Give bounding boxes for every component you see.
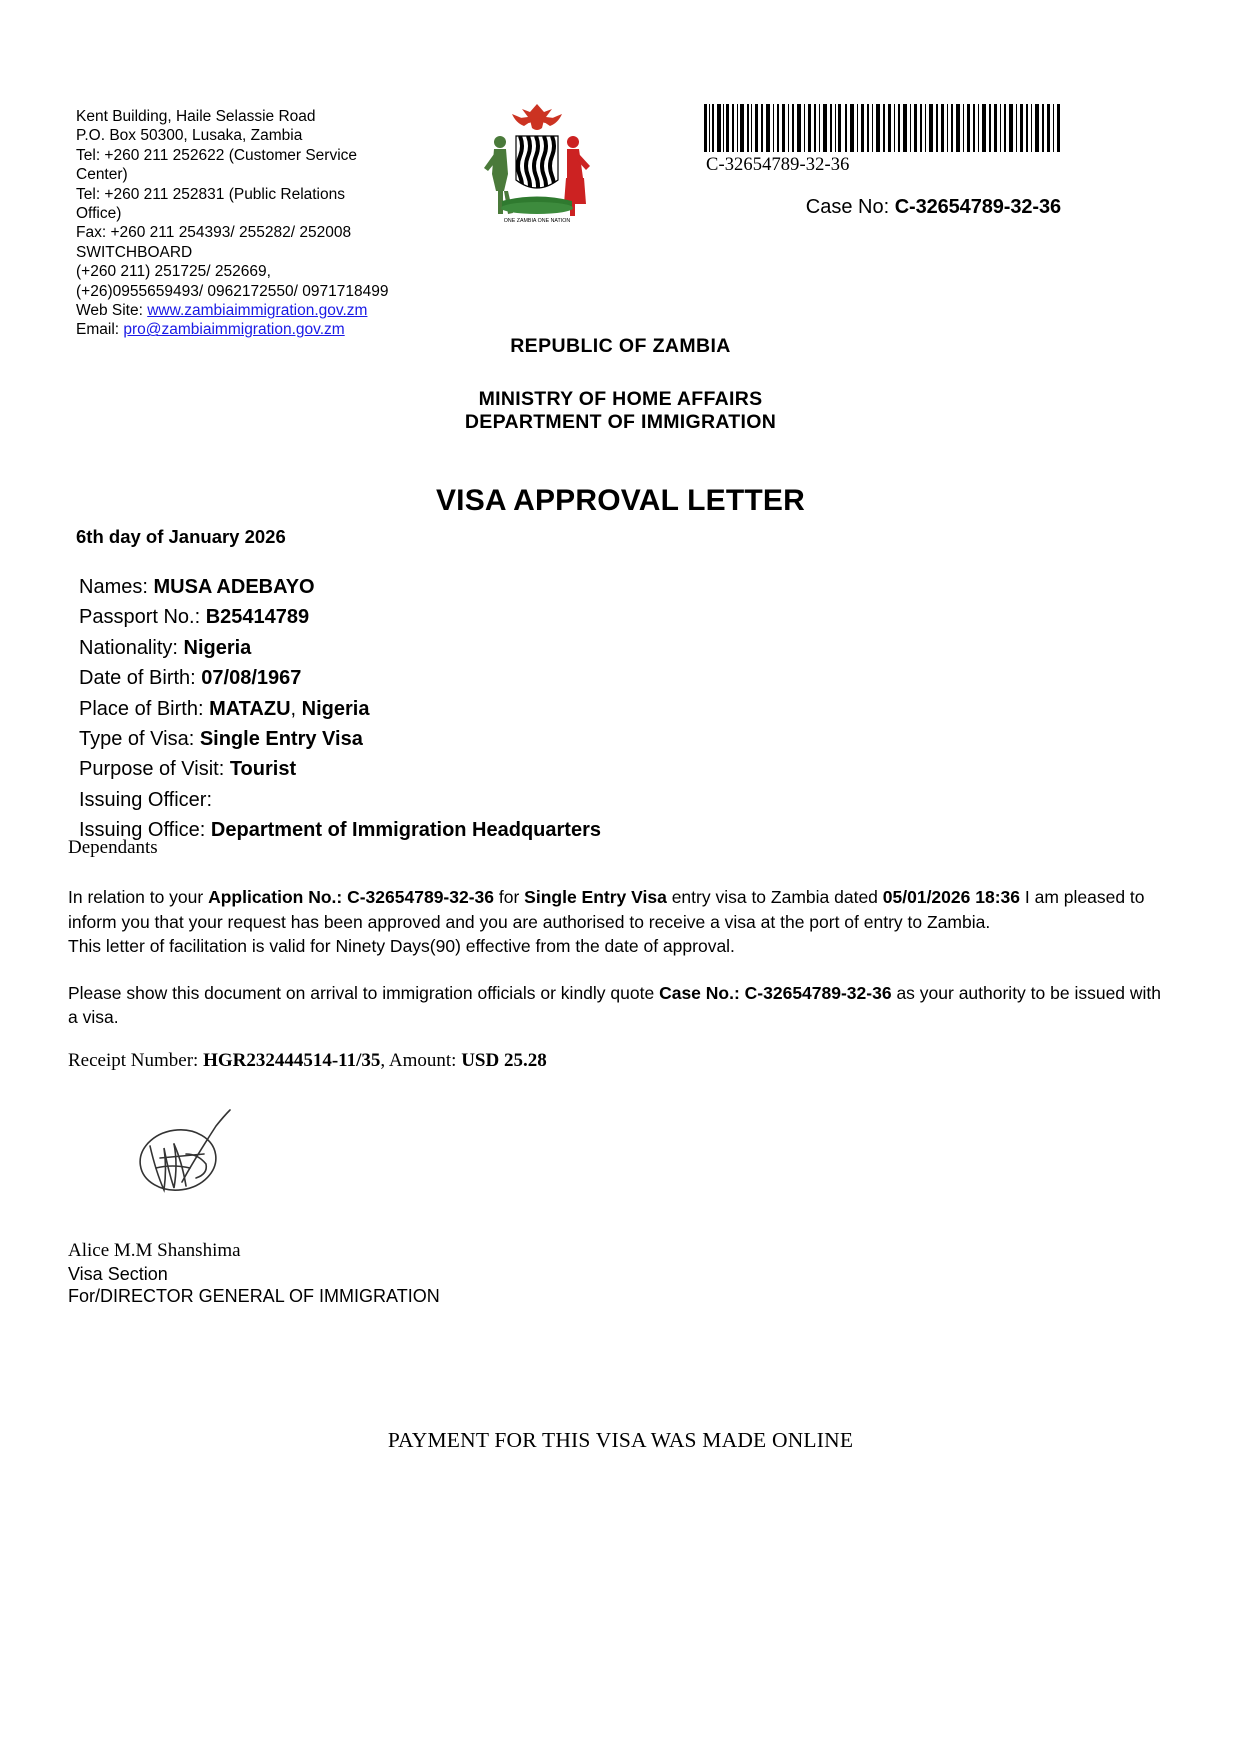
address-line: Tel: +260 211 252831 (Public Relations [76, 185, 345, 203]
barcode-image [702, 104, 1064, 152]
case-number-inline: Case No.: C-32654789-32-36 [659, 982, 892, 1003]
detail-label: Passport No.: [79, 606, 206, 629]
case-barcode [702, 104, 1064, 176]
detail-label: Nationality: [79, 636, 184, 659]
amount-label: , Amount: [380, 1050, 462, 1071]
address-line: Tel: +260 211 252622 (Customer Service [76, 146, 358, 164]
ministry-title [0, 388, 1241, 434]
website-label: Web Site: [76, 302, 148, 320]
detail-value-city: MATAZU [209, 697, 291, 720]
signatory-section: Visa Section [68, 1263, 168, 1284]
address-line: (+26)0955659493/ 0962172550/ 0971718499 [76, 282, 389, 300]
detail-row-nationality [76, 633, 976, 663]
signature-block [68, 1240, 440, 1308]
detail-value-separator: , [290, 697, 302, 720]
detail-row-place-of-birth [76, 694, 976, 724]
receipt-number: HGR232444514-11/35 [203, 1050, 381, 1071]
detail-label: Issuing Officer: [79, 788, 213, 811]
detail-value: Tourist [229, 758, 297, 781]
case-number-label: Case No: [805, 196, 895, 218]
ministry-line-2: DEPARTMENT OF IMMIGRATION [464, 411, 777, 433]
republic-title: REPUBLIC OF ZAMBIA [510, 335, 731, 357]
handwritten-signature [120, 1098, 260, 1218]
detail-value: Nigeria [183, 636, 252, 659]
detail-label: Place of Birth: [79, 697, 210, 720]
document-heading [0, 330, 1241, 518]
detail-row-type-of-visa [76, 724, 976, 754]
para3-text-1: Please show this document on arrival to immigration officials or kindly quote [68, 982, 660, 1003]
detail-label: Issuing Office: [79, 819, 211, 842]
email-label: Email: [76, 321, 124, 339]
body-paragraph-3 [68, 981, 1168, 1030]
detail-label: Date of Birth: [79, 667, 202, 690]
detail-value: Department of Immigration Headquarters [210, 819, 601, 842]
case-number [806, 196, 1061, 219]
applicant-details [76, 572, 976, 846]
body-paragraph-2: This letter of facilitation is valid for Ninety Days(90) effective from the date of approval. [68, 936, 735, 956]
para1-text-2: for [494, 887, 525, 907]
detail-row-issuing-officer [76, 785, 976, 815]
receipt-label: Receipt Number: [68, 1050, 204, 1071]
ministry-line-1: MINISTRY OF HOME AFFAIRS [478, 388, 763, 410]
address-line: Office) [76, 205, 122, 223]
para1-text-1: In relation to your [68, 887, 209, 907]
detail-label: Names: [79, 576, 154, 598]
address-line: Kent Building, Haile Selassie Road [76, 108, 316, 125]
letter-date: 6th day of January 2026 [76, 526, 286, 547]
para1-text-3: entry visa to Zambia dated [666, 887, 883, 907]
office-address-block [76, 107, 436, 340]
detail-row-purpose-of-visit [76, 754, 976, 784]
address-line: P.O. Box 50300, Lusaka, Zambia [76, 127, 303, 145]
address-line: (+260 211) 251725/ 252669, [76, 263, 271, 281]
coat-of-arms-motto: ONE ZAMBIA ONE NATION [503, 218, 571, 224]
detail-value: B25414789 [205, 606, 310, 629]
detail-value: 07/08/1967 [201, 667, 302, 690]
address-line: SWITCHBOARD [76, 243, 193, 261]
detail-row-date-of-birth [76, 663, 976, 693]
case-number-value: C-32654789-32-36 [894, 196, 1061, 218]
detail-label: Purpose of Visit: [79, 758, 230, 781]
body-paragraph-1 [68, 885, 1168, 934]
detail-row-names [76, 572, 976, 602]
para3-text-2: as your authority to be issued with a visa. [68, 982, 1162, 1027]
zambia-coat-of-arms-icon [472, 96, 602, 231]
page-title: VISA APPROVAL LETTER [435, 484, 806, 517]
signatory-authority: For/DIRECTOR GENERAL OF IMMIGRATION [68, 1286, 440, 1306]
letterhead [0, 0, 1241, 339]
address-line: Center) [76, 166, 128, 184]
application-number: Application No.: C-32654789-32-36 [208, 887, 495, 907]
address-line: Fax: +260 211 254393/ 255282/ 252008 [76, 224, 352, 242]
receipt-amount: USD 25.28 [461, 1050, 547, 1071]
website-link[interactable]: www.zambiaimmigration.gov.zm [147, 302, 368, 320]
visa-type-inline: Single Entry Visa [524, 887, 667, 907]
receipt-line [68, 1050, 547, 1072]
barcode-caption: C-32654789-32-36 [706, 155, 850, 175]
detail-row-issuing-office [76, 815, 976, 845]
email-link[interactable]: pro@zambiaimmigration.gov.zm [123, 321, 345, 339]
application-datetime: 05/01/2026 18:36 [882, 887, 1020, 907]
website-line [76, 301, 436, 320]
para1-text-4: I am pleased to inform you that your request has been approved and you are authorised to receive a visa at the port of entry to Zambia. [68, 887, 1145, 932]
detail-value: Single Entry Visa [199, 728, 363, 751]
paragraph-spacer [68, 959, 1168, 981]
detail-row-passport-no [76, 602, 976, 632]
payment-footer-note: PAYMENT FOR THIS VISA WAS MADE ONLINE [387, 1428, 854, 1452]
detail-label: Type of Visa: [79, 728, 200, 751]
signatory-name: Alice M.M Shanshima [68, 1240, 241, 1261]
detail-value: MUSA ADEBAYO [153, 576, 315, 598]
detail-value-country: Nigeria [301, 697, 370, 720]
dependants-label: Dependants [68, 837, 158, 858]
letter-body [68, 885, 1168, 1030]
